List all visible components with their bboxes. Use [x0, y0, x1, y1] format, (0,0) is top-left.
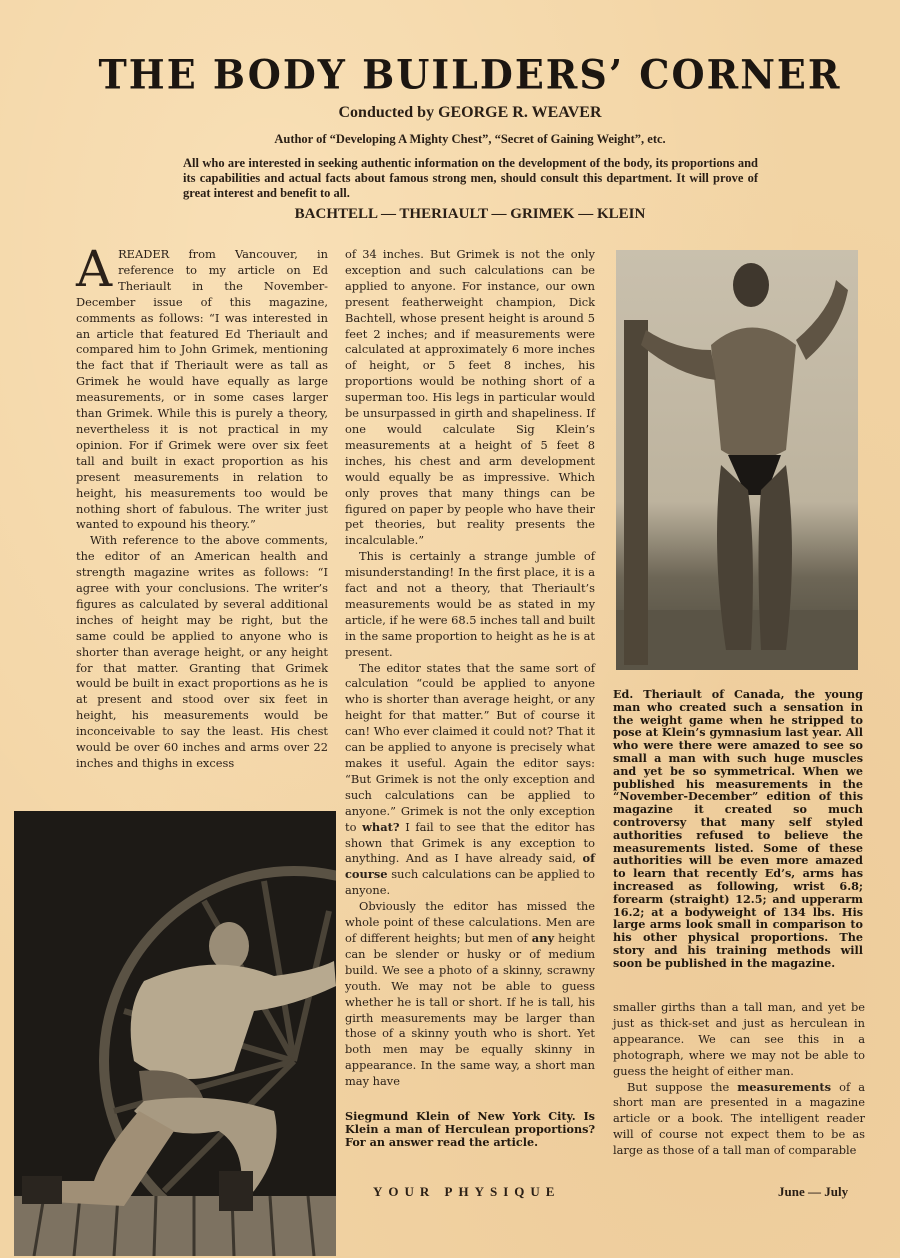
theriault-figure-illustration: [616, 250, 858, 670]
theriault-caption: [613, 688, 863, 970]
paragraph-text: such calculations can be applied to anyone.: [345, 867, 595, 898]
article-column-3: [613, 1000, 865, 1159]
caption-text: Siegmund Klein of New York City. Is Klein a man of Herculean proportions? For an answer read the article.: [345, 1109, 595, 1149]
paragraph: [613, 1080, 865, 1160]
drop-cap: A: [76, 240, 113, 298]
paragraph-text: But suppose the: [627, 1079, 738, 1094]
article-column-1: [76, 240, 328, 772]
caption-text: Ed. Theriault of Canada, the young man who created such a sensation in the weight game when he stripped to pose at Klein’s gymnasium last year. All who were there were amazed to see so small a man with such huge muscles and yet be so symmetrical. When we published his measurements in the “November-December” edition of this magazine it created so much controversy that many self styled authorities refused to believe the measurements listed. Some of these authorities will be even more amazed to learn that recently Ed’s, arms has increased as following, wrist 6.8; forearm (straight) 12.5; and upperarm 16.2; at a bodyweight of 134 lbs. His large arms look small in comparison to his other physical proportions. The story and his training methods will soon be published in the magazine.: [613, 687, 863, 970]
emphasis-text: measurements: [737, 1079, 832, 1094]
paragraph: With reference to the above comments, the editor of an American health and strength magazine writes as follows: “I agree with your conclusions. The writer’s figures as calculated by several additional inches of height may be right, but the same could be applied to anyone who is shorter than average height, or any height for that matter. Granting that Grimek would be built in exact proportions as he is at present and stood over six feet in height, his measurements would be inconceivable to say the least. His chest would be over 60 inches and arms over 22 inches and thighs in excess: [76, 533, 328, 770]
byline: Conducted by GEORGE R. WEAVER: [338, 104, 602, 121]
paragraph-text: height can be slender or husky or of medium build. We see a photo of a skinny, scrawny youth. We may not be able to guess whether he is tall or short. If he is tall, his girth measurements may be larger than those of a skinny youth who is short. Yet both men may be equally skinny in appearance. In the same way, a short man may have: [345, 930, 595, 1089]
paragraph: This is certainly a strange jumble of misunderstanding! In the first place, it is a fact and not a theory, that Theriault’s measurements would be as stated in my article, if he were 68.5 inches tall and built in the same proportion to height as he is at present.: [345, 549, 595, 659]
paragraph: of 34 inches. But Grimek is not the only exception and such calculations can be applied to anyone. For instance, our own present featherweight champion, Dick Bachtell, whose present height is around 5 feet 2 inches; and if measurements were calculated at approximately 6 more inches of height, or 5 feet 8 inches, his proportions would be nothing short of a superman too. His legs in particular would be unsurpassed in girth and shapeliness. If one would calculate Sig Klein’s measurements at a height of 5 feet 8 inches, his chest and arm development would equally be as impressive. Which only proves that many things can be figured on paper by people who have their pet theories, but reality presents the incalculable.”: [345, 247, 595, 548]
paragraph: [76, 240, 328, 533]
paragraph-text: The editor states that the same sort of calculation “could be applied to anyone who is shorter than average height, or any height for that matter.” But of course it can! Who ever claimed it could not? That it can be applied to anyone is precisely what makes it useful. Again the editor says: “But Grimek is not the only exception and such calculations can be applied to anyone.” Grimek is not the only exception to: [345, 660, 595, 834]
issue-date-footer: June — July: [778, 1184, 849, 1199]
klein-photo: [14, 811, 336, 1256]
emphasis-text: of course: [345, 851, 595, 882]
article-column-2: [345, 247, 595, 1090]
paragraph: [345, 661, 595, 900]
page-title: THE BODY BUILDERS’ CORNER: [98, 50, 842, 99]
klein-caption: [345, 1110, 595, 1148]
paragraph: smaller girths than a tall man, and yet be just as thick-set and just as herculean in appearance. We can see this in a photograph, where we may not be able to guess the height of either man.: [613, 1000, 865, 1078]
paragraph-text: Obviously the editor has missed the whole point of these calculations. Men are of different heights; but men of: [345, 899, 595, 945]
theriault-photo: [616, 250, 858, 670]
paragraph-text: of a short man are presented in a magazine article or a book. The intelligent reader will of course not expect them to be as large as those of a tall man of comparable: [613, 1079, 865, 1158]
department-intro: All who are interested in seeking authentic information on the development of the body, its proportions and its capabilities and actual facts about famous strong men, should consult this department. It will prove of great interest and benefit to all.: [183, 156, 758, 200]
emphasis-text: any: [531, 930, 555, 945]
klein-figure-illustration: [14, 811, 336, 1256]
paragraph-text: I fail to see that the editor has shown that Grimek is any exception to anything. And as I have already said,: [345, 819, 595, 866]
author-note: Author of “Developing A Mighty Chest”, “Secret of Gaining Weight”, etc.: [274, 132, 666, 146]
emphasis-text: what?: [362, 819, 400, 834]
article-subtitle: BACHTELL — THERIAULT — GRIMEK — KLEIN: [294, 206, 646, 222]
paragraph: [345, 899, 595, 1090]
magazine-name-footer: YOUR PHYSIQUE: [373, 1184, 561, 1199]
paragraph-text: READER from Vancouver, in reference to my article on Ed Theriault in the November-December issue of this magazine, comments as follows: “I was interested in an article that featured Ed Theriault and compared him to John Grimek, mentioning the fact that if Theriault were as tall as Grimek he would have equally as large measurements, or in some cases larger than Grimek. While this is purely a theory, nevertheless it is not practical in my opinion. For if Grimek were over six feet tall and built in exact proportion as his present measurements in relation to height, his measurements too would be nothing short of fabulous. The writer just wanted to expound his theory.”: [76, 247, 328, 532]
